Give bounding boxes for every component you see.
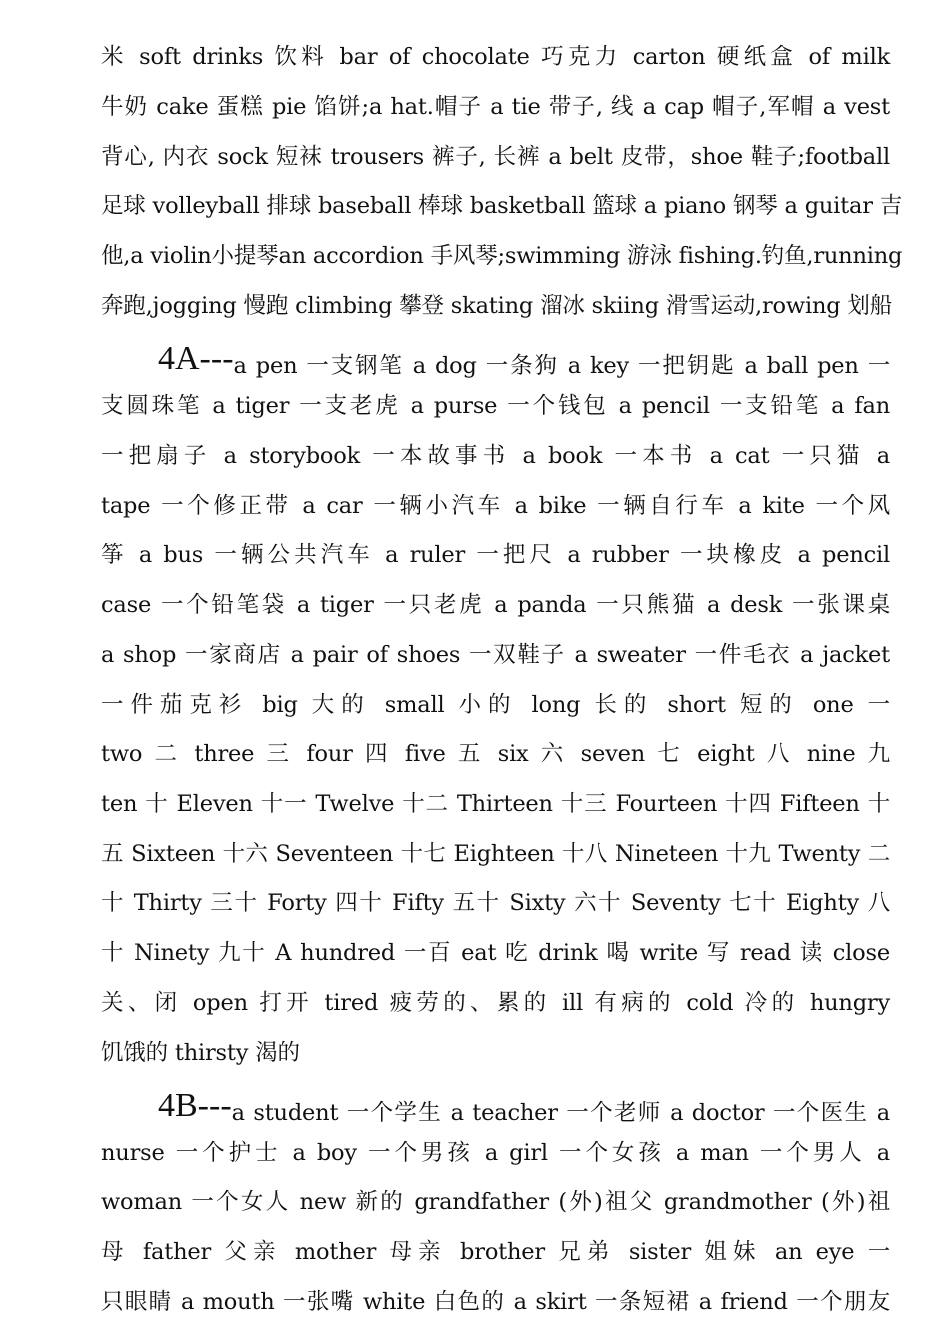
text-line: 牛奶 cake 蛋糕 pie 馅饼;a hat.帽子 a tie 带子, 线 a cap 帽子,军帽 a vest (101, 94, 890, 120)
text-line: 背心, 内衣 sock 短袜 trousers 裤子, 长裤 a belt 皮带，shoe 鞋子;football (101, 144, 890, 170)
text-line: 五 Sixteen 十六 Seventeen 十七 Eighteen 十八 Nineteen 十九 Twenty 二 (101, 841, 890, 867)
text-line: case 一个铅笔袋 a tiger 一只老虎 a panda 一只熊猫 a desk 一张课桌 (101, 592, 890, 618)
text-line: 一把扇子 a storybook 一本故事书 a book 一本书 a cat 一只猫 a (101, 443, 890, 469)
section-4a-label: 4A--- (158, 340, 234, 377)
text-line: tape 一个修正带 a car 一辆小汽车 a bike 一辆自行车 a kite 一个风 (101, 493, 890, 519)
text-line: a shop 一家商店 a pair of shoes 一双鞋子 a sweater 一件毛衣 a jacket (101, 642, 890, 668)
text-line: woman 一个女人 new 新的 grandfather (外)祖父 grandmother (外)祖 (101, 1189, 890, 1215)
text-line: 十 Ninety 九十 A hundred 一百 eat 吃 drink 喝 write 写 read 读 close (101, 940, 890, 966)
section-4b-label: 4B--- (158, 1087, 232, 1124)
text-line: 一件茄克衫 big 大的 small 小的 long 长的 short 短的 one 一 (101, 692, 890, 718)
text-line: 他,a violin小提琴an accordion 手风琴;swimming 游泳 fishing.钓鱼,running (101, 243, 903, 269)
text-line: ten 十 Eleven 十一 Twelve 十二 Thirteen 十三 Fourteen 十四 Fifteen 十 (101, 791, 890, 817)
section-4b-first-line (158, 1087, 890, 1128)
text-line: 母 father 父亲 mother 母亲 brother 兄弟 sister 姐妹 an eye 一 (101, 1239, 890, 1265)
text-line: 只眼睛 a mouth 一张嘴 white 白色的 a skirt 一条短裙 a friend 一个朋友 (101, 1289, 890, 1315)
text-line: 米 soft drinks 饮料 bar of chocolate 巧克力 carton 硬纸盒 of milk (101, 44, 890, 70)
text-line: 筝 a bus 一辆公共汽车 a ruler 一把尺 a rubber 一块橡皮 a pencil (101, 542, 890, 568)
text-line: 饥饿的 thirsty 渴的 (101, 1040, 300, 1066)
text-line: two 二 three 三 four 四 five 五 six 六 seven 七 eight 八 nine 九 (101, 741, 890, 767)
text-line: a pen 一支钢笔 a dog 一条狗 a key 一把钥匙 a ball pen 一 (233, 353, 890, 379)
text-line: 支圆珠笔 a tiger 一支老虎 a purse 一个钱包 a pencil 一支铅笔 a fan (101, 393, 890, 419)
text-line: 足球 volleyball 排球 baseball 棒球 basketball 篮球 a piano 钢琴 a guitar 吉 (101, 193, 903, 219)
text-line: 十 Thirty 三十 Forty 四十 Fifty 五十 Sixty 六十 Seventy 七十 Eighty 八 (101, 890, 890, 916)
text-line: a student 一个学生 a teacher 一个老师 a doctor 一个医生 a (231, 1100, 890, 1126)
text-line: nurse 一个护士 a boy 一个男孩 a girl 一个女孩 a man 一个男人 a (101, 1140, 890, 1166)
text-line: 奔跑,jogging 慢跑 climbing 攀登 skating 溜冰 skiing 滑雪运动,rowing 划船 (101, 293, 893, 319)
section-4a-first-line (158, 340, 890, 381)
text-line: 关、闭 open 打开 tired 疲劳的、累的 ill 有病的 cold 冷的 hungry (101, 990, 890, 1016)
